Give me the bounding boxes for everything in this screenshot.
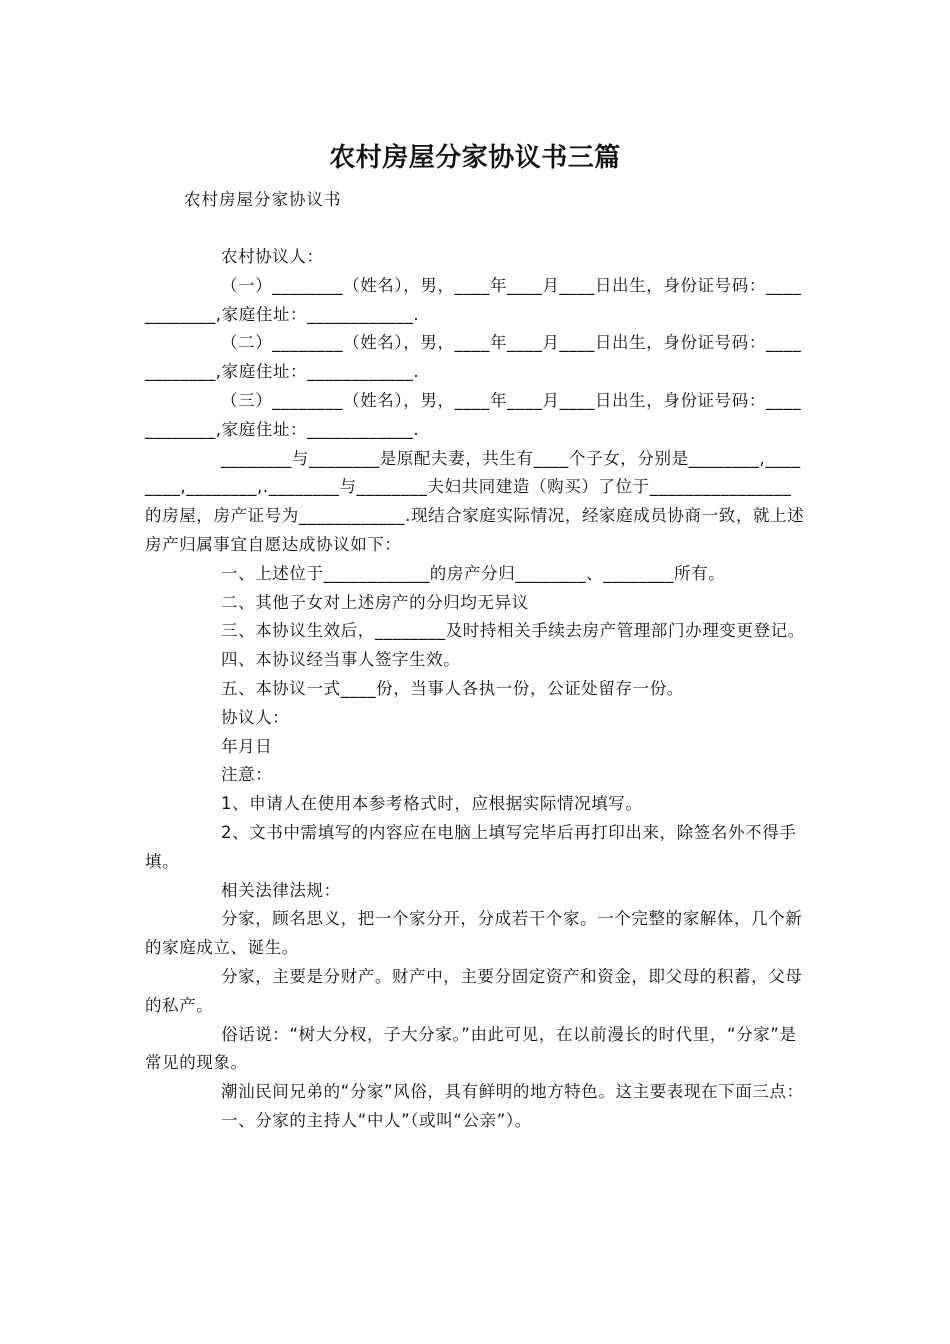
paragraph-party-2: （二）________（姓名），男，____年____月____日出生，身份证号码：____________,家庭住址：____________.	[145, 333, 802, 382]
document-body	[145, 243, 805, 1136]
paragraph-note-2: 2、文书中需填写的内容应在电脑上填写完毕后再打印出来，除签名外不得手填。	[145, 822, 797, 871]
paragraph-laws-1: 分家，顾名思义，把一个家分开，分成若干个家。一个完整的家解体，几个新的家庭成立、诞生。	[145, 909, 803, 958]
paragraph-laws-4: 潮汕民间兄弟的“分家”风俗，具有鲜明的地方特色。这主要表现在下面三点：	[221, 1082, 804, 1102]
document-subtitle: 农村房屋分家协议书	[184, 190, 342, 209]
paragraph-party-1: （一）________（姓名），男，____年____月____日出生，身份证号码：____________,家庭住址：____________.	[145, 275, 802, 324]
paragraph-signatories: 协议人：	[221, 707, 290, 727]
document-title: 农村房屋分家协议书三篇	[329, 143, 621, 173]
paragraph-background: ________与________是原配夫妻，共生有____个子女，分别是________,________,________,.________与________夫妇共同建造（购买）了位于________________的房屋，房产证号为____________.现结合家庭实际情况，经家庭成员协商一致，就上述房产归属事宜自愿达成协议如下：	[145, 448, 805, 554]
paragraph-note-1: 1、申请人在使用本参考格式时，应根据实际情况填写。	[221, 794, 643, 814]
paragraph-laws-2: 分家，主要是分财产。财产中，主要分固定资产和资金，即父母的积蓄，父母的私产。	[145, 966, 803, 1015]
paragraph-clause-5: 五、本协议一式____份，当事人各执一份，公证处留存一份。	[221, 678, 684, 698]
paragraph-clause-3: 三、本协议生效后，________及时持相关手续去房产管理部门办理变更登记。	[221, 621, 805, 641]
paragraph-laws-5: 一、分家的主持人“中人”（或叫“公亲”）。	[221, 1110, 532, 1130]
paragraph-clause-4: 四、本协议经当事人签字生效。	[221, 650, 461, 670]
paragraph-notes-heading: 注意：	[221, 765, 273, 785]
paragraph-laws-3: 俗话说：“树大分杈，子大分家。”由此可见，在以前漫长的时代里，“分家”是常见的现象。	[145, 1024, 797, 1073]
paragraph-party-3: （三）________（姓名），男，____年____月____日出生，身份证号码：____________,家庭住址：____________.	[145, 390, 802, 439]
paragraph-clause-1: 一、上述位于____________的房产分归________、________所有。	[221, 563, 726, 583]
paragraph-date: 年月日	[221, 736, 273, 756]
paragraph-clause-2: 二、其他子女对上述房产的分归均无异议	[221, 592, 529, 612]
paragraph-laws-heading: 相关法律法规：	[221, 880, 341, 900]
paragraph-agreement-parties: 农村协议人：	[221, 247, 324, 266]
